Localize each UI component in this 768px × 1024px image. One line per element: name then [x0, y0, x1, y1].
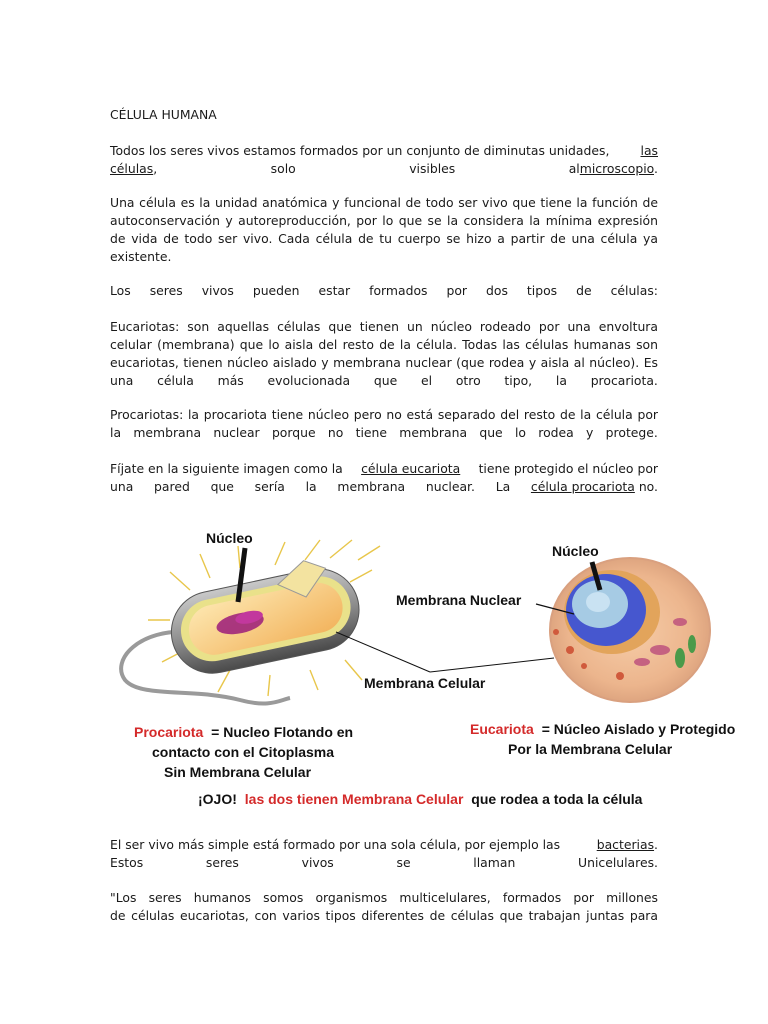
paragraph-types	[110, 282, 658, 300]
word: procariota.	[590, 373, 658, 388]
word: de	[576, 283, 592, 298]
word: se	[396, 855, 411, 870]
link-bacterias[interactable]: bacterias	[596, 837, 655, 852]
caption-eucariota-rest: = Núcleo Aislado y Protegido	[541, 721, 736, 737]
word: estar	[318, 283, 351, 298]
word: una	[110, 479, 134, 494]
word: formados	[502, 890, 562, 905]
word: La	[495, 479, 511, 494]
unicelulares-line-2	[110, 854, 658, 872]
label-membrana-nuclear: Membrana Nuclear	[396, 592, 522, 608]
paragraph-procariotas	[110, 406, 658, 442]
word: y	[586, 425, 594, 440]
word: la	[305, 479, 317, 494]
word: vivos	[201, 283, 234, 298]
eucariotas-line-3: eucariotas, tienen núcleo aislado y membrana nuclear (que rodea y aisla al núcleo). Es	[110, 355, 658, 370]
word: Los	[110, 283, 131, 298]
caption-ojo-b: que rodea a toda la célula	[471, 791, 643, 807]
word: que	[479, 425, 503, 440]
caption-eucariota-red: Eucariota	[470, 721, 534, 737]
word: que	[373, 373, 398, 388]
word: dos	[486, 283, 508, 298]
figure-intro-line-2	[110, 478, 658, 496]
caption-procariota-red: Procariota	[134, 724, 204, 740]
word: formados	[369, 283, 428, 298]
intro-line-2	[110, 160, 658, 178]
word: membrana	[133, 425, 202, 440]
pointer-membrana-celular-right	[430, 658, 554, 672]
caption-procariota-line-3: Sin Membrana Celular	[164, 764, 312, 780]
word: al	[568, 161, 580, 176]
word: membrana	[337, 479, 406, 494]
word: membrana	[399, 425, 468, 440]
word: otro	[455, 373, 481, 388]
procariotas-line-1: Procariotas: la procariota tiene núcleo pero no está separado del resto de la célula por	[110, 407, 658, 422]
word: la	[555, 373, 567, 388]
definition-line-4: existente.	[110, 249, 172, 264]
word: lo	[514, 425, 526, 440]
word: Unicelulares.	[578, 855, 658, 870]
word: la	[110, 425, 122, 440]
word: solo	[270, 161, 296, 176]
word: sería	[254, 479, 285, 494]
link-celulas[interactable]: células	[110, 161, 154, 176]
word: humanos	[193, 890, 251, 905]
definition-line-3: de vida de todo ser vivo. Cada célula de tu cuerpo se hizo a partir de una célula ya	[110, 231, 658, 246]
word: "Los	[110, 890, 137, 905]
caption-procariota-line-2: contacto con el Citoplasma	[152, 744, 335, 760]
word: por	[573, 890, 594, 905]
word: pueden	[252, 283, 300, 298]
word: seres	[148, 890, 182, 905]
page-title: CÉLULA HUMANA	[110, 107, 217, 122]
period: .	[654, 837, 658, 852]
definition-line-2: autoconservación y autoreproducción, por lo que se la considera la mínima expresión	[110, 213, 658, 228]
caption-eucariota-line-2: Por la Membrana Celular	[508, 741, 673, 757]
paragraph-multicelulares	[110, 889, 658, 925]
word: no.	[634, 479, 658, 494]
caption-eucariota-line-1	[470, 721, 735, 737]
figure-intro-text-a: Fíjate en la siguiente imagen como la	[110, 461, 343, 476]
word: Estos	[110, 855, 144, 870]
word: células:	[610, 283, 658, 298]
word: pared	[154, 479, 190, 494]
word: seres	[149, 283, 183, 298]
definition-line-1: Una célula es la unidad anatómica y funcional de todo ser vivo que tiene la función de	[110, 195, 658, 210]
word: que	[210, 479, 234, 494]
multicelulares-line-1	[110, 889, 658, 907]
procariotas-line-2	[110, 424, 658, 442]
word: rodea	[538, 425, 574, 440]
link-microscopio[interactable]: microscopio	[579, 161, 655, 176]
paragraph-definition	[110, 194, 658, 266]
comma: ,	[153, 161, 158, 176]
label-nucleo-left: Núcleo	[206, 530, 253, 546]
word: multicelulares,	[399, 890, 491, 905]
caption-procariota-rest: = Nucleo Flotando en	[211, 724, 354, 740]
word: porque	[271, 425, 316, 440]
link-celula-procariota-wrap	[531, 478, 658, 496]
prokaryote-cell	[162, 551, 367, 680]
word: protege.	[605, 425, 658, 440]
paragraph-unicelulares	[110, 836, 658, 872]
eucariotas-line-1: Eucariotas: son aquellas células que tienen un núcleo rodeado por una envoltura	[110, 319, 658, 334]
intro-line-1	[110, 142, 658, 160]
multicelulares-line-2: de células eucariotas, con varios tipos diferentes de células que trabajan juntas para	[110, 908, 658, 923]
word: por	[446, 283, 468, 298]
figure-intro-text-b: tiene protegido el núcleo por	[478, 461, 658, 476]
word: millones	[606, 890, 658, 905]
word: somos	[263, 890, 304, 905]
word: tipos	[526, 283, 558, 298]
link-celula-procariota[interactable]: célula procariota	[530, 479, 635, 494]
unicelulares-line-1	[110, 836, 658, 854]
word: organismos	[315, 890, 388, 905]
word: nuclear.	[425, 479, 475, 494]
link-celula-eucariota[interactable]: célula eucariota	[361, 461, 461, 476]
unicelulares-text: El ser vivo más simple está formado por una sola célula, por ejemplo las	[110, 837, 561, 852]
word: nuclear	[213, 425, 260, 440]
period: .	[654, 161, 658, 176]
word: visibles	[409, 161, 456, 176]
label-nucleo-right: Núcleo	[552, 543, 599, 559]
caption-ojo-a: ¡OJO!	[198, 791, 237, 807]
link-las[interactable]: las	[640, 143, 658, 158]
word: vivos	[301, 855, 334, 870]
label-membrana-celular: Membrana Celular	[364, 675, 486, 691]
types-line	[110, 282, 658, 300]
word: llaman	[473, 855, 516, 870]
word: evolucionada	[267, 373, 351, 388]
intro-text: Todos los seres vivos estamos formados por un conjunto de diminutas unidades,	[110, 143, 610, 158]
word: tipo,	[504, 373, 533, 388]
word: una	[110, 373, 134, 388]
word: célula	[157, 373, 194, 388]
figure-intro-line-1	[110, 460, 658, 478]
caption-procariota-line-1	[134, 724, 353, 740]
eucariotas-line-4	[110, 372, 658, 390]
caption-ojo-red: las dos tienen Membrana Celular	[244, 791, 464, 807]
eukaryote-cell	[550, 558, 710, 702]
cell-comparison-figure	[100, 510, 768, 820]
word: no	[327, 425, 344, 440]
paragraph-eucariotas	[110, 318, 658, 390]
word: más	[217, 373, 244, 388]
word: el	[420, 373, 433, 388]
caption-ojo	[198, 791, 643, 807]
word: seres	[205, 855, 239, 870]
eucariotas-line-2: celular (membrana) que lo aisla del resto de la célula. Todas las células humanas son	[110, 337, 658, 352]
word: tiene	[355, 425, 388, 440]
paragraph-intro	[110, 142, 658, 178]
paragraph-figure-intro	[110, 460, 658, 496]
